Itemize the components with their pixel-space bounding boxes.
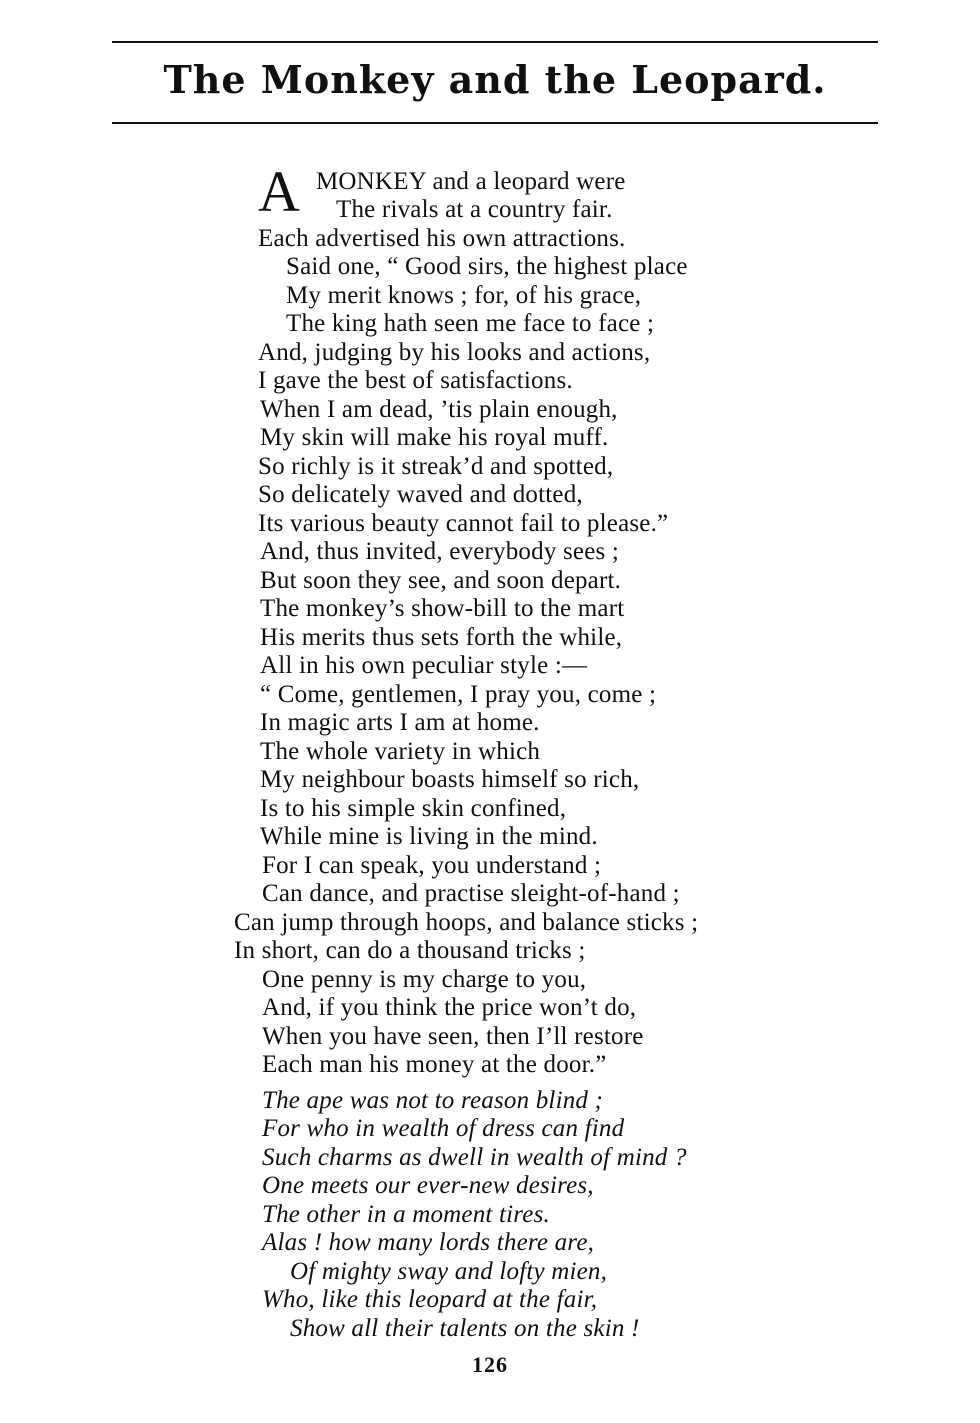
poem-line: When I am dead, ’tis plain enough, — [260, 396, 618, 423]
poem-line: His merits thus sets forth the while, — [260, 624, 623, 651]
poem-line: My neighbour boasts himself so rich, — [260, 766, 640, 793]
poem-line: In magic arts I am at home. — [260, 709, 540, 736]
poem-line: Each advertised his own attractions. — [258, 225, 626, 252]
poem-line: The ape was not to reason blind ; — [262, 1087, 604, 1114]
poem-line: For who in wealth of dress can find — [262, 1115, 625, 1142]
poem-line: Can dance, and practise sleight-of-hand ; — [262, 880, 680, 907]
poem-line: But soon they see, and soon depart. — [260, 567, 622, 594]
poem-line: Said one, “ Good sirs, the highest place — [286, 253, 688, 280]
title-top-rule — [112, 41, 878, 43]
poem-line: “ Come, gentlemen, I pray you, come ; — [260, 681, 657, 708]
poem-line: Such charms as dwell in wealth of mind ? — [262, 1144, 687, 1171]
poem-line: Who, like this leopard at the fair, — [262, 1286, 598, 1313]
poem-line: My merit knows ; for, of his grace, — [286, 282, 642, 309]
poem-line: Its various beauty cannot fail to please.” — [258, 510, 669, 537]
poem-line: In short, can do a thousand tricks ; — [234, 937, 586, 964]
poem-line: For I can speak, you understand ; — [262, 852, 602, 879]
page-title: The Monkey and the Leopard. — [163, 57, 827, 102]
poem-line: Of mighty sway and lofty mien, — [290, 1258, 608, 1285]
poem-line: While mine is living in the mind. — [260, 823, 598, 850]
poem-line: Is to his simple skin confined, — [260, 795, 567, 822]
poem-line: The rivals at a country fair. — [336, 196, 613, 223]
poem-line: Alas ! how many lords there are, — [262, 1229, 595, 1256]
drop-cap: A — [258, 159, 300, 224]
poem-line: One meets our ever-new desires, — [262, 1172, 594, 1199]
poem-line: So richly is it streak’d and spotted, — [258, 453, 614, 480]
poem-line: The other in a moment tires. — [262, 1201, 550, 1228]
poem-line: So delicately waved and dotted, — [258, 481, 583, 508]
poem-line: When you have seen, then I’ll restore — [262, 1023, 644, 1050]
poem-line: And, if you think the price won’t do, — [262, 994, 637, 1021]
poem-line: The monkey’s show-bill to the mart — [260, 595, 625, 622]
poem-line: And, thus invited, everybody sees ; — [260, 538, 620, 565]
poem-line: All in his own peculiar style :— — [260, 652, 588, 679]
poem-line: And, judging by his looks and actions, — [258, 339, 651, 366]
poem-line: Can jump through hoops, and balance sticks ; — [234, 909, 699, 936]
poem-line: One penny is my charge to you, — [262, 966, 587, 993]
poem-line: My skin will make his royal muff. — [260, 424, 609, 451]
poem-line: Show all their talents on the skin ! — [290, 1315, 640, 1342]
poem-line: The whole variety in which — [260, 738, 541, 765]
page-number: 126 — [472, 1352, 508, 1377]
poem-line: Each man his money at the door.” — [262, 1051, 607, 1078]
title-bottom-rule — [112, 122, 878, 124]
poem-line: MONKEY and a leopard were — [316, 168, 626, 195]
poem-line: I gave the best of satisfactions. — [258, 367, 573, 394]
poem-line: The king hath seen me face to face ; — [286, 310, 655, 337]
